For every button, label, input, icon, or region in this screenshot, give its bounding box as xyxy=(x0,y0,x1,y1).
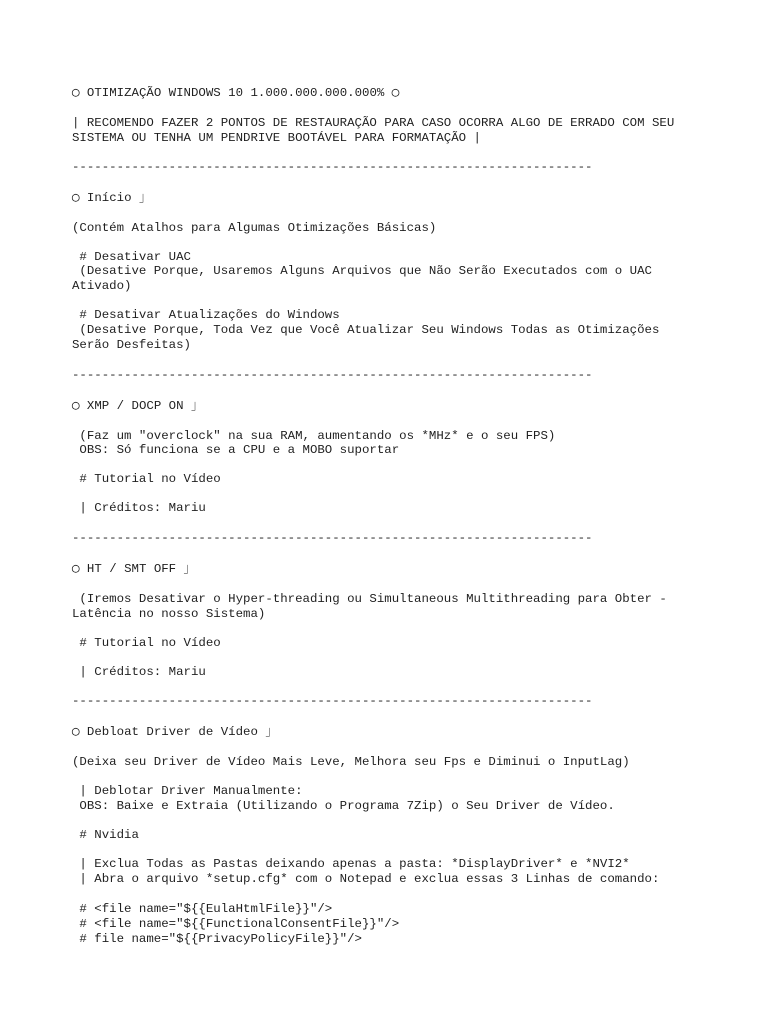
item-note: OBS: Só funciona se a CPU e a MOBO suportar xyxy=(72,443,400,457)
item-note: Ativado) xyxy=(72,279,132,293)
section-heading-xmp: ◯ XMP / DOCP ON 」 xyxy=(72,399,204,413)
list-item: | Deblotar Driver Manualmente: xyxy=(72,784,303,798)
code-line: # file name="${{PrivacyPolicyFile}}"/> xyxy=(72,932,362,946)
divider: ---------------------------------------------------------------------- xyxy=(72,531,593,545)
divider: ---------------------------------------------------------------------- xyxy=(72,694,593,708)
divider: ---------------------------------------------------------------------- xyxy=(72,160,593,174)
section-heading-ht: ◯ HT / SMT OFF 」 xyxy=(72,562,196,576)
section-heading-debloat: ◯ Debloat Driver de Vídeo 」 xyxy=(72,725,278,739)
list-item: # Tutorial no Vídeo xyxy=(72,472,221,486)
warning-line-1: | RECOMENDO FAZER 2 PONTOS DE RESTAURAÇÃO PARA CASO OCORRA ALGO DE ERRADO COM SEU xyxy=(72,116,675,130)
doc-title: ◯ OTIMIZAÇÃO WINDOWS 10 1.000.000.000.000% ◯ xyxy=(72,86,400,100)
code-line: # <file name="${{EulaHtmlFile}}"/> xyxy=(72,902,333,916)
credits-line: | Créditos: Mariu xyxy=(72,501,206,515)
item-note: (Desative Porque, Toda Vez que Você Atualizar Seu Windows Todas as Otimizações xyxy=(72,323,660,337)
item-note: Serão Desfeitas) xyxy=(72,338,191,352)
section-description: (Faz um "overclock" na sua RAM, aumentando os *MHz* e o seu FPS) xyxy=(72,429,556,443)
list-item: # Tutorial no Vídeo xyxy=(72,636,221,650)
section-description: (Contém Atalhos para Algumas Otimizações Básicas) xyxy=(72,221,437,235)
item-note: OBS: Baixe e Extraia (Utilizando o Programa 7Zip) o Seu Driver de Vídeo. xyxy=(72,799,615,813)
section-description: Latência no nosso Sistema) xyxy=(72,607,266,621)
list-item: # Nvidia xyxy=(72,828,139,842)
list-item: # Desativar UAC xyxy=(72,250,191,264)
item-note: | Abra o arquivo *setup.cfg* com o Notepad e exclua essas 3 Linhas de comando: xyxy=(72,872,660,886)
warning-line-2: SISTEMA OU TENHA UM PENDRIVE BOOTÁVEL PARA FORMATAÇÃO | xyxy=(72,131,481,145)
code-line: # <file name="${{FunctionalConsentFile}}"/> xyxy=(72,917,400,931)
list-item: # Desativar Atualizações do Windows xyxy=(72,308,340,322)
credits-line: | Créditos: Mariu xyxy=(72,665,206,679)
document-page xyxy=(72,0,712,1024)
section-description: (Deixa seu Driver de Vídeo Mais Leve, Melhora seu Fps e Diminui o InputLag) xyxy=(72,755,630,769)
section-description: (Iremos Desativar o Hyper-threading ou Simultaneous Multithreading para Obter - xyxy=(72,592,667,606)
divider: ---------------------------------------------------------------------- xyxy=(72,368,593,382)
item-note: (Desative Porque, Usaremos Alguns Arquivos que Não Serão Executados com o UAC xyxy=(72,264,652,278)
item-note: | Exclua Todas as Pastas deixando apenas a pasta: *DisplayDriver* e *NVI2* xyxy=(72,857,630,871)
section-heading-inicio: ◯ Início 」 xyxy=(72,191,152,205)
